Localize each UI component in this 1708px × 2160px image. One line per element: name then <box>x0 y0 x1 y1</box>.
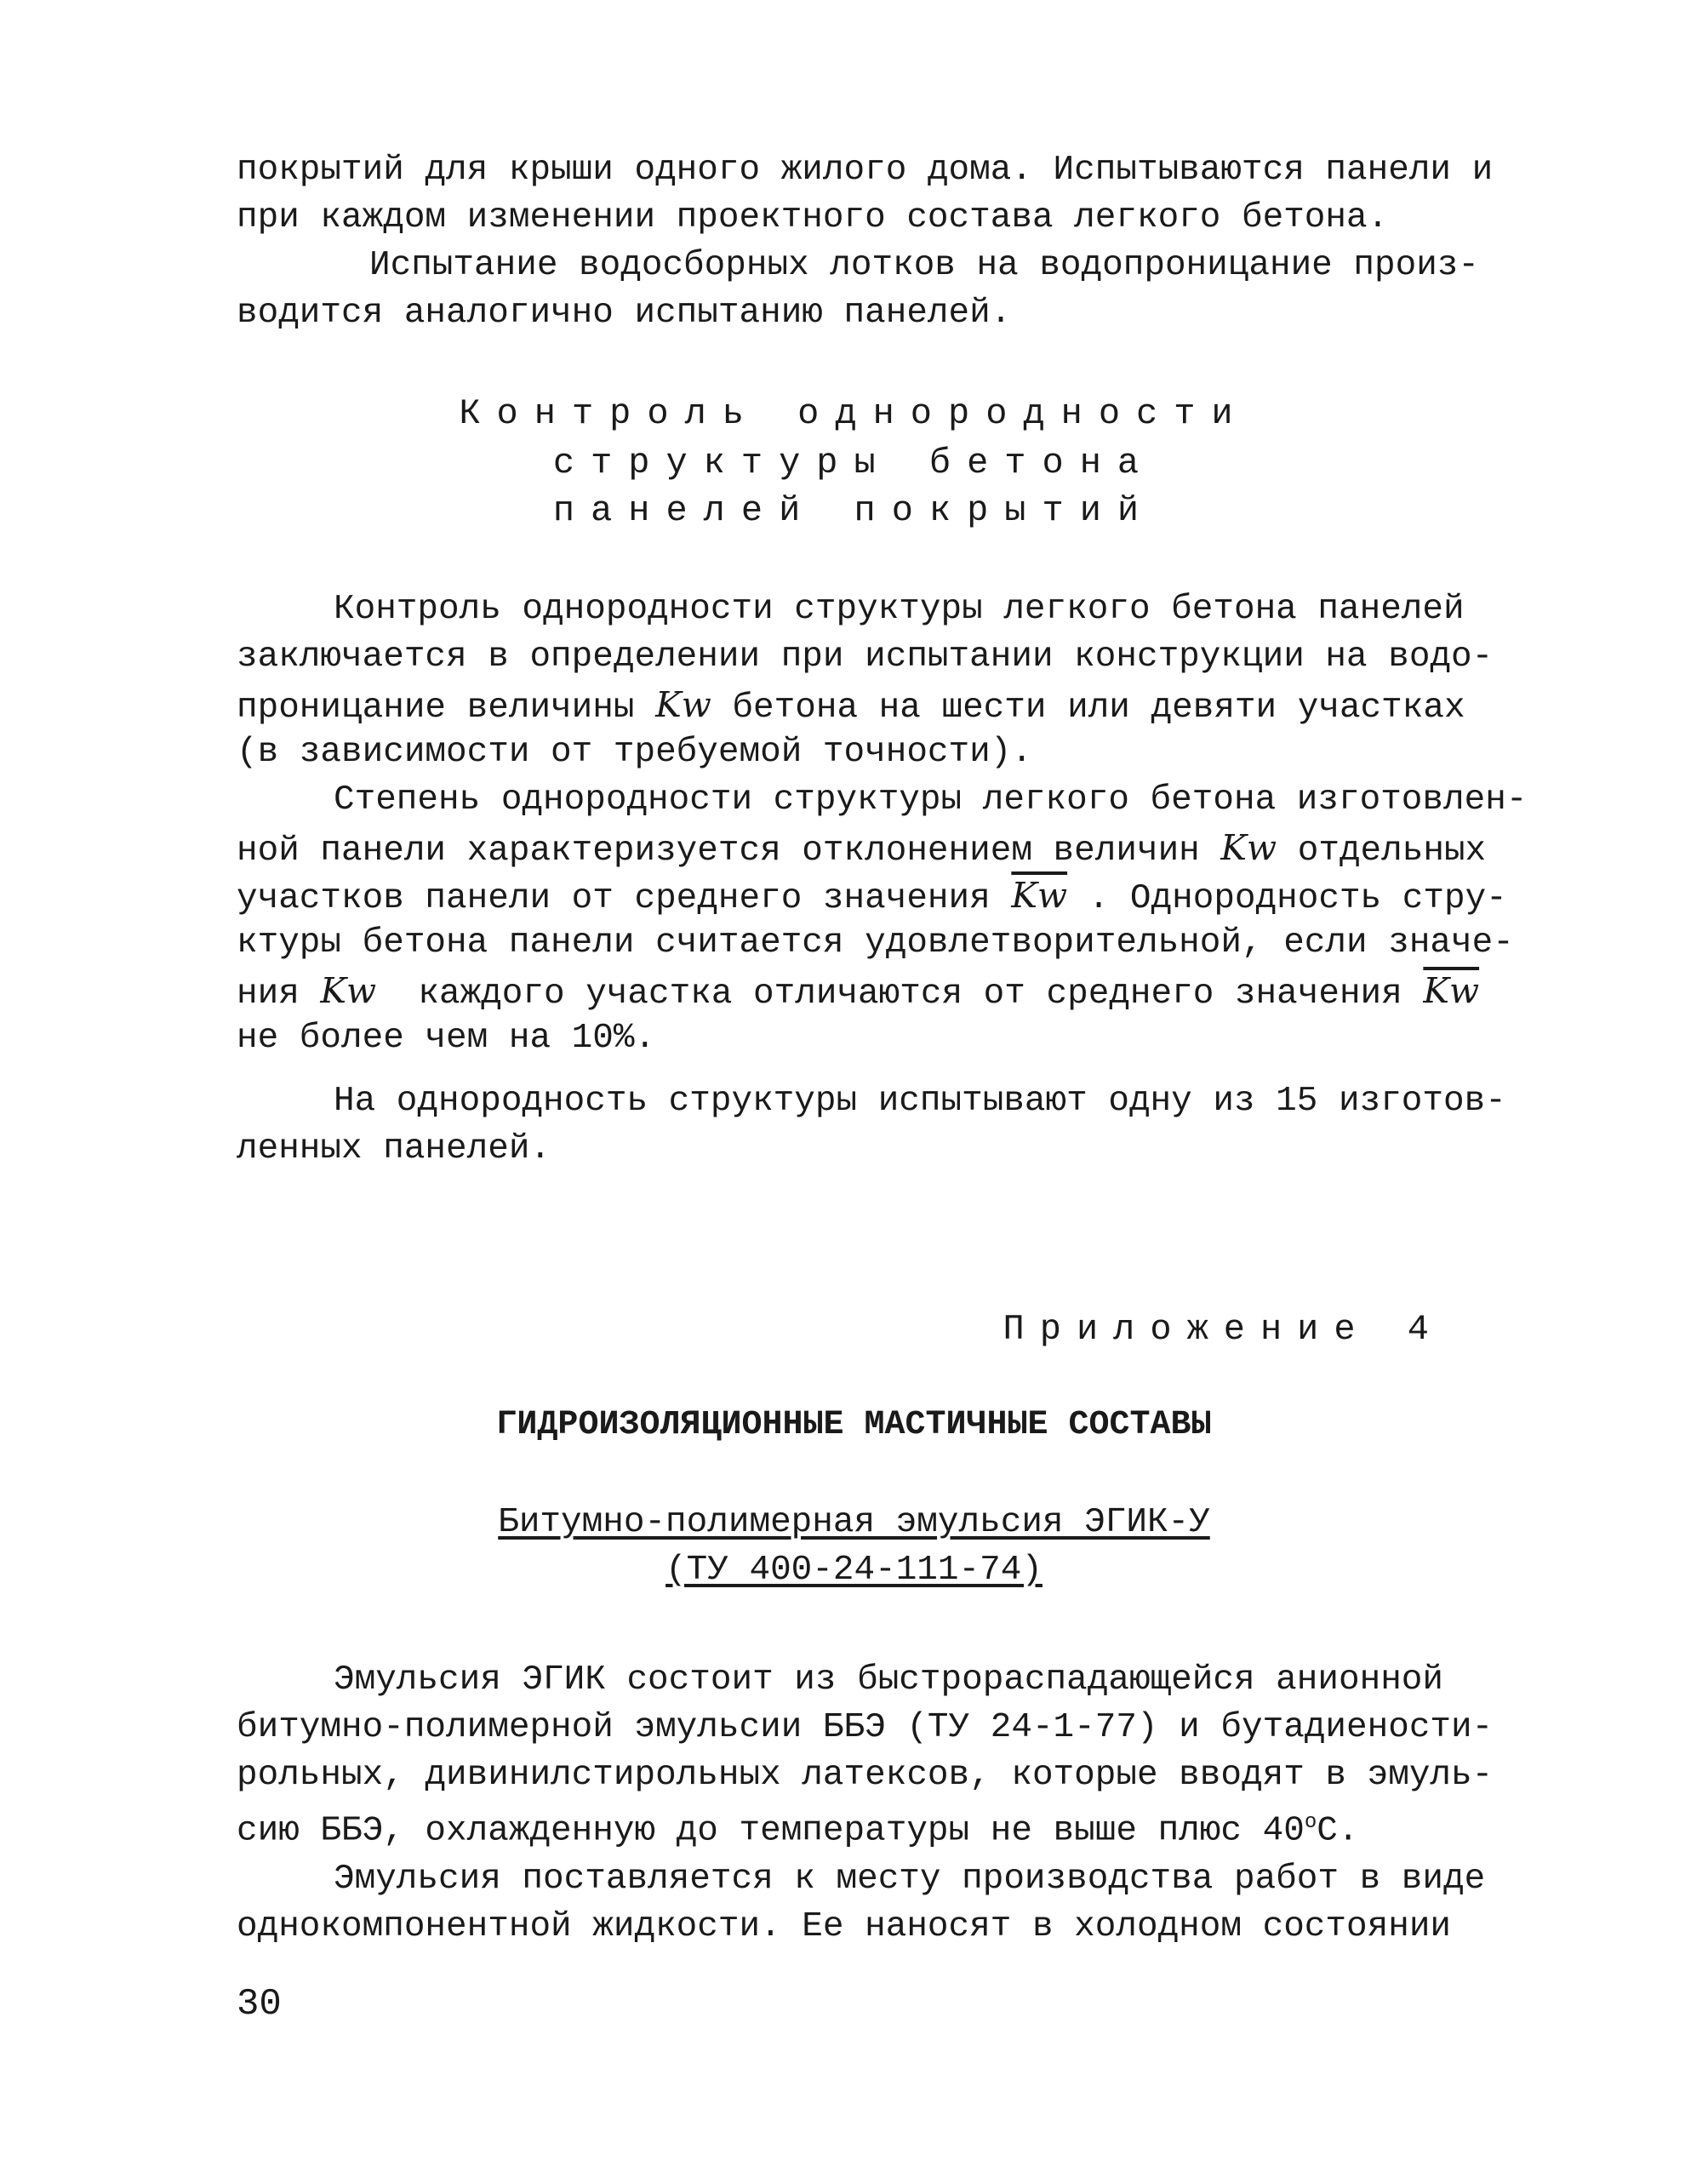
p5-line-1: Эмульсия поставляется к месту производства работ в виде <box>334 1860 1486 1899</box>
intro-line-2: при каждом изменении проектного состава легкого бетона. <box>237 198 1389 237</box>
section-heading-line-3: панелей покрытий <box>552 490 1156 531</box>
intro-line-1: покрытий для крыши одного жилого дома. Испытываются панели и <box>237 151 1494 190</box>
p2-text: участков панели от среднего значения <box>237 879 1012 918</box>
p2-text: ния <box>237 974 321 1014</box>
p4-line-3: рольных, дивинилстирольных латексов, которые вводят в эмуль- <box>237 1756 1494 1795</box>
p1-line-3 <box>237 681 1465 732</box>
kw-symbol: Kw <box>655 684 711 725</box>
p1-text: бетона на шести или девяти участках <box>711 689 1465 728</box>
p3-line-2: ленных панелей. <box>237 1129 551 1169</box>
section-heading-line-2: структуры бетона <box>552 443 1156 483</box>
p2-line-4: ктуры бетона панели считается удовлетворительной, если значе- <box>237 923 1514 963</box>
subtitle-line-2: (ТУ 400-24-111-74) <box>665 1551 1043 1590</box>
p2-line-3 <box>237 871 1507 923</box>
subtitle-line-1: Битумно-полимерная эмульсия ЭГИК-У <box>498 1503 1210 1542</box>
p1-text: проницание величины <box>237 689 656 728</box>
intro-line-4: водится аналогично испытанию панелей. <box>237 294 1012 333</box>
p4-text: сию ББЭ, охлажденную до температуры не выше плюс 40 <box>237 1811 1305 1851</box>
kw-mean-symbol: $\overline{Kw}$ <box>1423 970 1480 1011</box>
p3-line-1: На однородность структуры испытывают одну из 15 изготов- <box>334 1082 1506 1121</box>
p2-line-5 <box>237 967 1479 1018</box>
kw-symbol: Kw <box>320 970 377 1011</box>
section-heading-line-1: Контроль однородности <box>459 393 1249 434</box>
page-number: 30 <box>237 1983 282 2026</box>
appendix-label: Приложение 4 <box>1003 1309 1444 1350</box>
intro-line-3: Испытание водосборных лотков на водопроницание произ- <box>369 246 1480 285</box>
kw-symbol: Kw <box>1220 827 1277 868</box>
p2-text: каждого участка отличаются от среднего значения <box>376 974 1424 1014</box>
p4-line-1: Эмульсия ЭГИК состоит из быстрораспадающейся анионной <box>334 1660 1444 1700</box>
p1-line-1: Контроль однородности структуры легкого бетона панелей <box>334 590 1465 629</box>
p2-line-6: не более чем на 10%. <box>237 1019 656 1058</box>
degree-superscript: о <box>1304 1811 1317 1834</box>
p1-line-4: (в зависимости от требуемой точности). <box>237 733 1032 772</box>
p2-line-1: Степень однородности структуры легкого бетона изготовлен- <box>334 780 1528 820</box>
p5-line-2: однокомпонентной жидкости. Ее наносят в холодном состоянии <box>237 1907 1452 1946</box>
p2-text: . Однородность стру- <box>1067 879 1507 918</box>
p2-text: отдельных <box>1277 831 1487 871</box>
p2-text: ной панели характеризуется отклонением величин <box>237 831 1221 871</box>
p1-line-2: заключается в определении при испытании конструкции на водо- <box>237 637 1494 677</box>
p4-text: С. <box>1317 1811 1359 1851</box>
p2-line-2 <box>237 824 1486 875</box>
kw-mean-symbol: $\overline{Kw}$ <box>1011 875 1068 916</box>
p4-line-2: битумно-полимерной эмульсии ББЭ (ТУ 24-1-77) и бутадиености- <box>237 1708 1494 1747</box>
main-title: ГИДРОИЗОЛЯЦИОННЫЕ МАСТИЧНЫЕ СОСТАВЫ <box>496 1406 1212 1444</box>
p4-line-4 <box>237 1799 1358 1855</box>
